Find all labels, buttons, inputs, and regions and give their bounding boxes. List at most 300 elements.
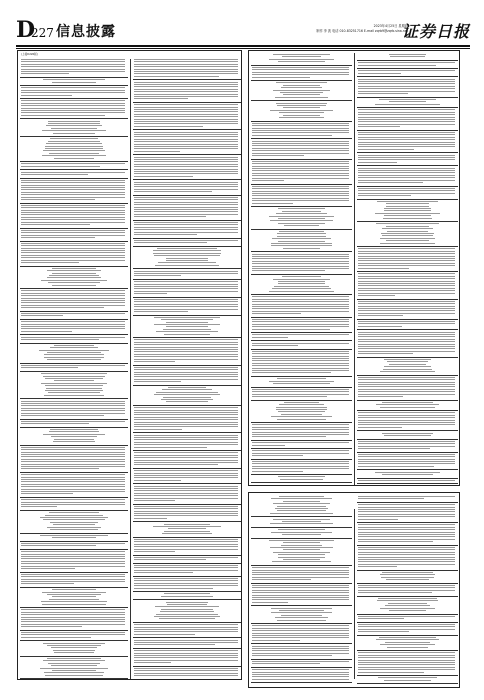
text-line: [382, 474, 433, 475]
row-divider: [20, 178, 128, 179]
text-line: [157, 248, 218, 249]
text-line: [21, 339, 99, 340]
row-divider: [133, 537, 241, 538]
text-line: [358, 461, 455, 462]
text-line: [282, 211, 320, 212]
text-line: [47, 658, 102, 659]
text-line: [21, 456, 125, 457]
text-line: [358, 273, 455, 274]
text-line: [358, 466, 434, 467]
text-line: [252, 353, 349, 354]
text-line: [21, 617, 125, 618]
text-line: [252, 592, 349, 593]
row-divider: [133, 195, 241, 196]
text-line: [134, 410, 238, 411]
text-line: [252, 436, 326, 437]
text-line: [252, 188, 349, 189]
text-line: [45, 148, 104, 149]
text-line: [134, 157, 238, 158]
text-line: [358, 121, 455, 122]
row-divider: [133, 337, 241, 338]
text-line: [166, 401, 208, 402]
text-line: [134, 374, 238, 375]
row-divider: [251, 682, 352, 683]
row-divider: [20, 678, 128, 679]
text-line: [52, 268, 96, 269]
row-divider: [357, 246, 458, 247]
text-line: [134, 207, 238, 208]
text-line: [390, 56, 426, 57]
text-line: [377, 201, 438, 202]
text-line: [21, 305, 125, 306]
text-line: [43, 79, 105, 80]
text-line: [278, 557, 325, 558]
text-line: [378, 598, 436, 599]
text-line: [384, 435, 431, 436]
text-line: [382, 572, 432, 573]
text-line: [134, 578, 238, 579]
right-panel-top: [248, 50, 460, 486]
text-line: [134, 379, 238, 380]
text-line: [49, 153, 99, 154]
text-line: [134, 66, 238, 67]
text-line: [162, 533, 211, 534]
text-line: [358, 248, 455, 249]
text-line: [358, 664, 455, 665]
text-line: [358, 552, 455, 553]
text-line: [252, 311, 349, 312]
row-divider: [20, 228, 128, 229]
text-line: [134, 349, 238, 350]
text-line: [49, 512, 99, 513]
text-line: [252, 453, 349, 454]
text-line: [134, 148, 238, 149]
text-line: [52, 670, 96, 671]
text-line: [47, 645, 101, 646]
text-line: [42, 592, 107, 593]
row-divider: [133, 365, 241, 366]
text-line: [358, 384, 455, 385]
row-divider: [251, 538, 352, 539]
text-line: [358, 180, 455, 181]
text-line: [358, 424, 455, 425]
row-divider: [20, 541, 128, 542]
text-line: [21, 459, 125, 460]
text-line: [270, 110, 334, 111]
text-line: [279, 112, 323, 113]
right-column-d: [357, 496, 458, 684]
text-line: [21, 95, 72, 96]
text-line: [44, 672, 103, 673]
row-divider: [357, 165, 458, 166]
text-line: [358, 326, 402, 327]
row-divider: [357, 186, 458, 187]
text-line: [358, 585, 455, 586]
text-line: [252, 324, 349, 325]
row-divider: [20, 136, 128, 137]
text-line: [134, 624, 238, 625]
text-line: [252, 574, 349, 575]
text-line: [21, 64, 125, 65]
row-divider: [251, 659, 352, 660]
text-line: [21, 486, 125, 487]
text-line: [252, 72, 349, 73]
text-line: [358, 389, 455, 390]
text-line: [276, 103, 327, 104]
text-line: [276, 407, 327, 408]
masthead: [16, 17, 470, 44]
row-divider: [251, 80, 352, 81]
text-line: [252, 166, 349, 167]
text-line: [21, 313, 125, 314]
text-line: [134, 166, 238, 167]
text-line: [273, 552, 330, 553]
row-divider: [251, 317, 352, 318]
text-line: [358, 532, 455, 533]
text-line: [278, 411, 326, 412]
text-line: [252, 268, 349, 269]
text-line: [21, 61, 125, 62]
text-line: [358, 496, 455, 497]
text-line: [278, 283, 325, 284]
text-line: [134, 447, 207, 448]
row-divider: [20, 371, 128, 372]
text-line: [252, 630, 349, 631]
text-line: [134, 144, 238, 145]
row-divider: [20, 319, 128, 320]
text-line: [252, 595, 349, 596]
text-line: [280, 92, 323, 93]
text-line: [168, 528, 207, 529]
text-line: [21, 581, 125, 582]
text-line: [384, 210, 431, 211]
text-line: [358, 155, 455, 156]
text-line: [252, 128, 349, 129]
text-line: [134, 657, 238, 658]
text-line: [49, 431, 99, 432]
text-line: [134, 98, 188, 99]
text-line: [252, 590, 349, 591]
text-line: [252, 599, 349, 600]
text-line: [21, 493, 73, 494]
text-line: [358, 498, 424, 499]
text-line: [134, 544, 238, 545]
row-divider: [251, 206, 352, 207]
text-line: [358, 396, 403, 397]
text-line: [252, 635, 349, 636]
text-line: [134, 342, 238, 343]
text-line: [45, 390, 104, 391]
text-line: [52, 273, 97, 274]
row-divider: [357, 596, 458, 597]
text-line: [252, 143, 349, 144]
row-divider: [357, 502, 458, 503]
text-line: [252, 313, 301, 314]
text-line: [161, 319, 213, 320]
text-line: [358, 109, 455, 110]
text-line: [380, 574, 435, 575]
text-line: [273, 90, 329, 91]
text-line: [42, 604, 107, 605]
text-line: [273, 383, 330, 384]
row-divider: [357, 221, 458, 222]
text-line: [134, 675, 238, 676]
row-divider: [251, 459, 352, 460]
text-line: [252, 450, 349, 451]
text-line: [358, 193, 455, 194]
text-line: [358, 168, 455, 169]
text-line: [45, 515, 103, 516]
text-line: [134, 549, 238, 550]
text-line: [134, 121, 238, 122]
text-line: [45, 385, 103, 386]
text-line: [358, 448, 430, 449]
row-divider: [20, 85, 128, 86]
text-line: [21, 452, 125, 453]
text-line: [21, 468, 99, 469]
page-letter: D: [16, 17, 36, 43]
text-line: [252, 429, 349, 430]
text-line: [134, 86, 238, 87]
text-line: [380, 243, 436, 244]
text-line: [358, 91, 455, 92]
text-line: [44, 354, 104, 355]
text-line: [358, 83, 455, 84]
text-line: [134, 291, 238, 292]
text-line: [252, 155, 304, 156]
row-divider: [133, 648, 241, 649]
column-divider: [354, 509, 355, 679]
text-line: [358, 536, 455, 537]
text-line: [167, 604, 206, 605]
row-divider: [357, 478, 458, 479]
text-line: [386, 240, 429, 241]
row-divider: [133, 521, 241, 522]
text-line: [134, 551, 175, 552]
row-divider: [20, 572, 128, 573]
text-line: [21, 576, 125, 577]
text-line: [358, 379, 455, 380]
text-line: [358, 524, 455, 525]
text-line: [21, 207, 125, 208]
text-line: [252, 389, 349, 390]
text-line: [134, 186, 238, 187]
text-line: [134, 176, 193, 177]
text-line: [134, 132, 238, 133]
row-divider: [357, 199, 458, 200]
text-line: [358, 112, 455, 113]
text-line: [21, 262, 79, 263]
text-line: [134, 126, 203, 127]
text-line: [281, 615, 322, 616]
text-line: [155, 265, 219, 266]
date-text: 2023年4月25日 星期四: [373, 24, 408, 28]
text-line: [49, 275, 99, 276]
text-line: [384, 366, 430, 367]
text-line: [134, 477, 238, 478]
text-line: [252, 125, 349, 126]
text-line: [271, 532, 332, 533]
text-line: [21, 365, 125, 366]
text-line: [358, 256, 455, 257]
text-line: [358, 547, 455, 548]
text-line: [358, 278, 455, 279]
text-line: [252, 394, 349, 395]
text-line: [134, 59, 238, 60]
text-line: [21, 403, 125, 404]
text-line: [252, 198, 349, 199]
text-line: [153, 526, 221, 527]
row-divider: [133, 129, 241, 130]
text-line: [134, 73, 238, 74]
text-line: [21, 187, 125, 188]
text-line: [166, 602, 208, 603]
text-line: [376, 404, 440, 405]
text-line: [21, 454, 125, 455]
text-line: [271, 243, 332, 244]
text-line: [252, 650, 349, 651]
row-divider: [133, 622, 241, 623]
row-divider: [133, 79, 241, 80]
text-line: [21, 105, 125, 106]
text-line: [381, 233, 433, 234]
text-line: [134, 462, 238, 463]
text-line: [154, 324, 219, 325]
text-line: [389, 101, 425, 102]
text-line: [21, 421, 125, 422]
text-line: [134, 351, 238, 352]
text-line: [134, 173, 238, 174]
text-line: [252, 679, 349, 680]
text-line: [21, 212, 125, 213]
text-line: [53, 133, 95, 134]
text-line: [252, 602, 288, 603]
text-line: [134, 642, 238, 643]
text-line: [41, 280, 107, 281]
text-line: [358, 323, 455, 324]
text-line: [164, 334, 210, 335]
text-line: [134, 234, 197, 235]
text-line: [252, 356, 349, 357]
text-line: [134, 111, 238, 112]
text-line: [134, 273, 238, 274]
text-line: [277, 620, 325, 621]
text-line: [252, 345, 298, 346]
row-divider: [20, 445, 128, 446]
text-line: [358, 172, 455, 173]
row-divider: [20, 241, 128, 242]
text-line: [386, 579, 429, 580]
row-divider: [20, 311, 128, 312]
text-line: [21, 401, 125, 402]
text-line: [41, 373, 107, 374]
text-line: [166, 326, 209, 327]
text-line: [252, 296, 349, 297]
text-line: [52, 285, 96, 286]
text-line: [21, 328, 125, 329]
text-line: [358, 509, 455, 510]
text-line: [153, 253, 222, 254]
text-line: [54, 652, 94, 653]
text-line: [134, 299, 238, 300]
text-line: [252, 625, 349, 626]
text-line: [358, 669, 455, 670]
text-line: [252, 572, 349, 573]
row-divider: [357, 452, 458, 453]
text-line: [168, 387, 207, 388]
text-line: [358, 126, 400, 127]
text-line: [164, 531, 211, 532]
right-column-a: [251, 54, 352, 484]
text-line: [51, 647, 97, 648]
text-line: [52, 537, 95, 538]
text-line: [49, 599, 99, 600]
text-line: [358, 629, 455, 630]
text-line: [21, 321, 125, 322]
text-line: [21, 245, 125, 246]
text-line: [252, 180, 284, 181]
text-line: [134, 640, 238, 641]
text-line: [134, 222, 238, 223]
row-divider: [251, 516, 352, 517]
text-line: [48, 392, 100, 393]
text-line: [134, 673, 238, 674]
text-line: [21, 235, 125, 236]
text-line: [50, 429, 97, 430]
text-line: [155, 606, 219, 607]
text-line: [134, 565, 238, 566]
text-line: [134, 480, 181, 481]
text-line: [21, 112, 125, 113]
text-line: [134, 490, 238, 491]
text-line: [358, 539, 455, 540]
text-line: [21, 489, 125, 490]
text-line: [160, 611, 215, 612]
text-line: [134, 71, 238, 72]
row-divider: [251, 251, 352, 252]
text-line: [46, 388, 102, 389]
text-line: [134, 76, 219, 77]
text-line: [134, 240, 238, 241]
text-line: [252, 363, 349, 364]
row-divider: [20, 343, 128, 344]
text-line: [277, 233, 325, 234]
text-line: [252, 301, 349, 302]
text-line: [46, 143, 101, 144]
text-line: [21, 499, 125, 500]
text-line: [252, 77, 310, 78]
text-line: [134, 119, 238, 120]
row-divider: [20, 203, 128, 204]
row-divider: [133, 405, 241, 406]
text-line: [163, 329, 211, 330]
text-line: [21, 614, 125, 615]
text-line: [358, 162, 397, 163]
text-line: [21, 502, 125, 503]
text-line: [252, 577, 349, 578]
text-line: [252, 653, 349, 654]
text-line: [21, 194, 125, 195]
text-line: [21, 545, 96, 546]
text-line: [134, 506, 238, 507]
row-divider: [357, 76, 458, 77]
text-line: [252, 203, 293, 204]
text-line: [134, 460, 238, 461]
text-line: [48, 663, 99, 664]
text-line: [21, 563, 125, 564]
text-line: [382, 235, 433, 236]
text-line: [45, 675, 102, 676]
